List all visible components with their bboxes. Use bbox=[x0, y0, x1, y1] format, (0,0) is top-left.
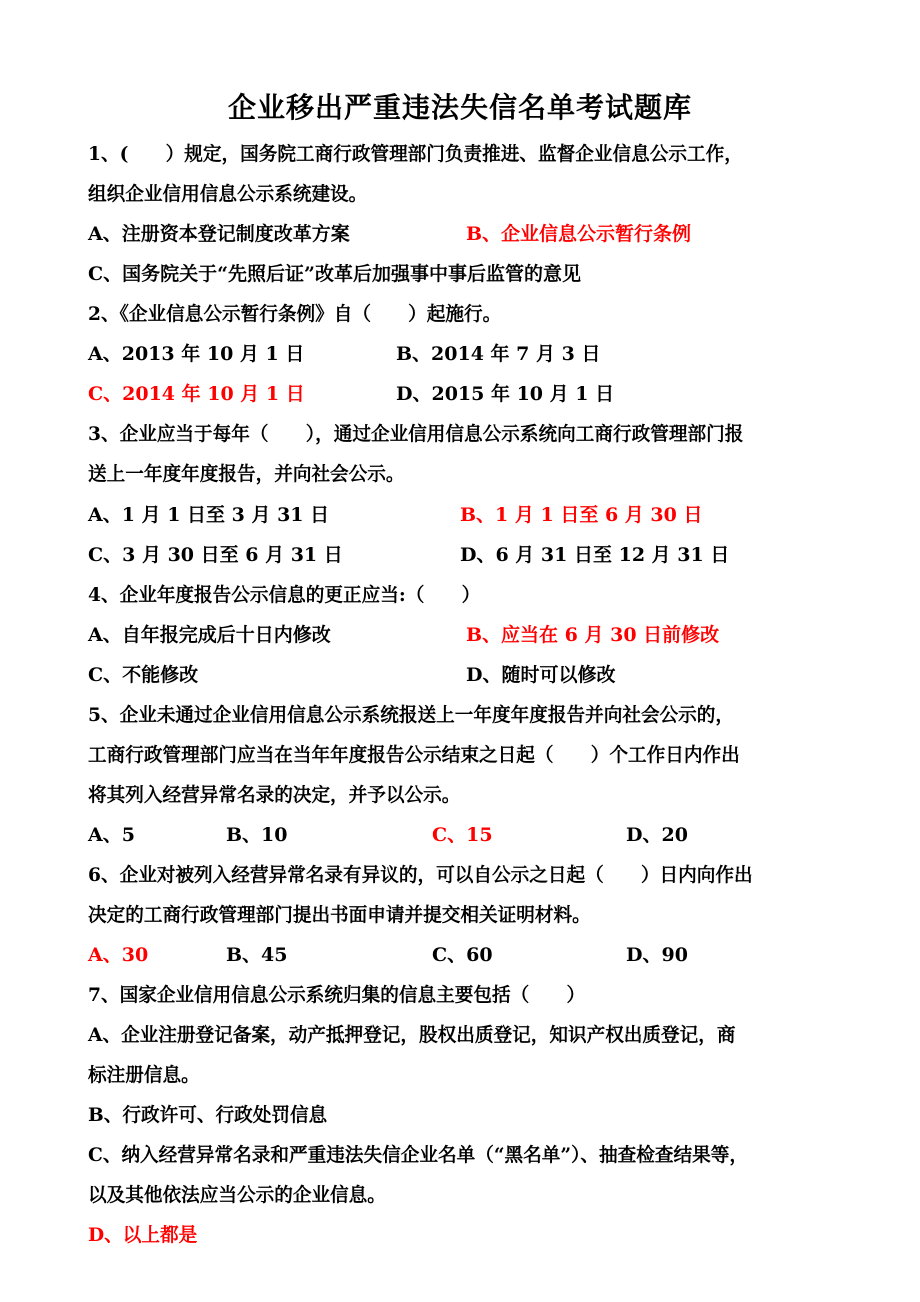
question-2-option-d: D、2015 年 10 月 1 日 bbox=[396, 383, 615, 405]
question-6-stem-line-2: 决定的工商行政管理部门提出书面申请并提交相关证明材料。 bbox=[88, 904, 591, 926]
question-2-stem-line-1: 2、《企业信息公示暂行条例》自（ ）起施行。 bbox=[88, 303, 502, 325]
question-5-option-c-correct: C、15 bbox=[432, 824, 493, 846]
question-3-option-d: D、6 月 31 日至 12 月 31 日 bbox=[460, 544, 730, 566]
question-7-option-a-line-2: 标注册信息。 bbox=[88, 1064, 200, 1086]
question-6-option-b: B、45 bbox=[226, 944, 288, 966]
question-7-option-c-line-2: 以及其他依法应当公示的企业信息。 bbox=[88, 1184, 386, 1206]
question-1-stem-line-1: 1、( ）规定，国务院工商行政管理部门负责推进、监督企业信息公示工作， bbox=[88, 143, 743, 165]
question-7-option-a-line-1: A、企业注册登记备案，动产抵押登记，股权出质登记，知识产权出质登记，商 bbox=[88, 1024, 736, 1046]
question-1-option-a: A、注册资本登记制度改革方案 bbox=[88, 223, 350, 245]
question-2-option-b: B、2014 年 7 月 3 日 bbox=[396, 343, 601, 365]
question-7-option-b: B、行政许可、行政处罚信息 bbox=[88, 1104, 328, 1126]
question-4-option-a: A、自年报完成后十日内修改 bbox=[88, 624, 331, 646]
question-5-stem-line-2: 工商行政管理部门应当在当年年度报告公示结束之日起（ ）个工作日内作出 bbox=[88, 744, 740, 766]
question-1-stem-line-2: 组织企业信用信息公示系统建设。 bbox=[88, 183, 368, 205]
question-6-option-a-correct: A、30 bbox=[88, 944, 149, 966]
question-5-option-b: B、10 bbox=[226, 824, 288, 846]
question-5-option-d: D、20 bbox=[626, 824, 688, 846]
question-4-stem-line-1: 4、企业年度报告公示信息的更正应当:（ ） bbox=[88, 584, 481, 606]
question-4-option-c: C、不能修改 bbox=[88, 664, 199, 686]
page-title: 企业移出严重违法失信名单考试题库 bbox=[227, 91, 692, 124]
question-1-option-c: C、国务院关于“先照后证”改革后加强事中事后监管的意见 bbox=[88, 263, 581, 285]
question-7-option-d-correct: D、以上都是 bbox=[88, 1224, 198, 1246]
question-2-option-c-correct: C、2014 年 10 月 1 日 bbox=[88, 383, 305, 405]
question-4-option-d: D、随时可以修改 bbox=[466, 664, 616, 686]
question-3-stem-line-1: 3、企业应当于每年（ ），通过企业信用信息公示系统向工商行政管理部门报 bbox=[88, 423, 744, 445]
question-3-option-a: A、1 月 1 日至 3 月 31 日 bbox=[88, 504, 330, 526]
question-3-option-b-correct: B、1 月 1 日至 6 月 30 日 bbox=[460, 504, 703, 526]
question-5-stem-line-1: 5、企业未通过企业信用信息公示系统报送上一年度年度报告并向社会公示的， bbox=[88, 704, 735, 726]
question-6-option-d: D、90 bbox=[626, 944, 688, 966]
question-1-option-b-correct: B、企业信息公示暂行条例 bbox=[466, 223, 692, 245]
question-6-stem-line-1: 6、企业对被列入经营异常名录有异议的，可以自公示之日起（ ）日内向作出 bbox=[88, 864, 753, 886]
question-2-option-a: A、2013 年 10 月 1 日 bbox=[88, 343, 305, 365]
question-6-option-c: C、60 bbox=[432, 944, 493, 966]
question-3-option-c: C、3 月 30 日至 6 月 31 日 bbox=[88, 544, 343, 566]
question-5-option-a: A、5 bbox=[88, 824, 135, 846]
question-7-option-c-line-1: C、纳入经营异常名录和严重违法失信企业名单（“黑名单”）、抽查检查结果等， bbox=[88, 1144, 749, 1166]
question-3-stem-line-2: 送上一年度年度报告，并向社会公示。 bbox=[88, 463, 405, 485]
question-7-stem-line-1: 7、国家企业信用信息公示系统归集的信息主要包括（ ） bbox=[88, 984, 586, 1006]
question-4-option-b-correct: B、应当在 6 月 30 日前修改 bbox=[466, 624, 720, 646]
question-5-stem-line-3: 将其列入经营异常名录的决定，并予以公示。 bbox=[88, 784, 461, 806]
